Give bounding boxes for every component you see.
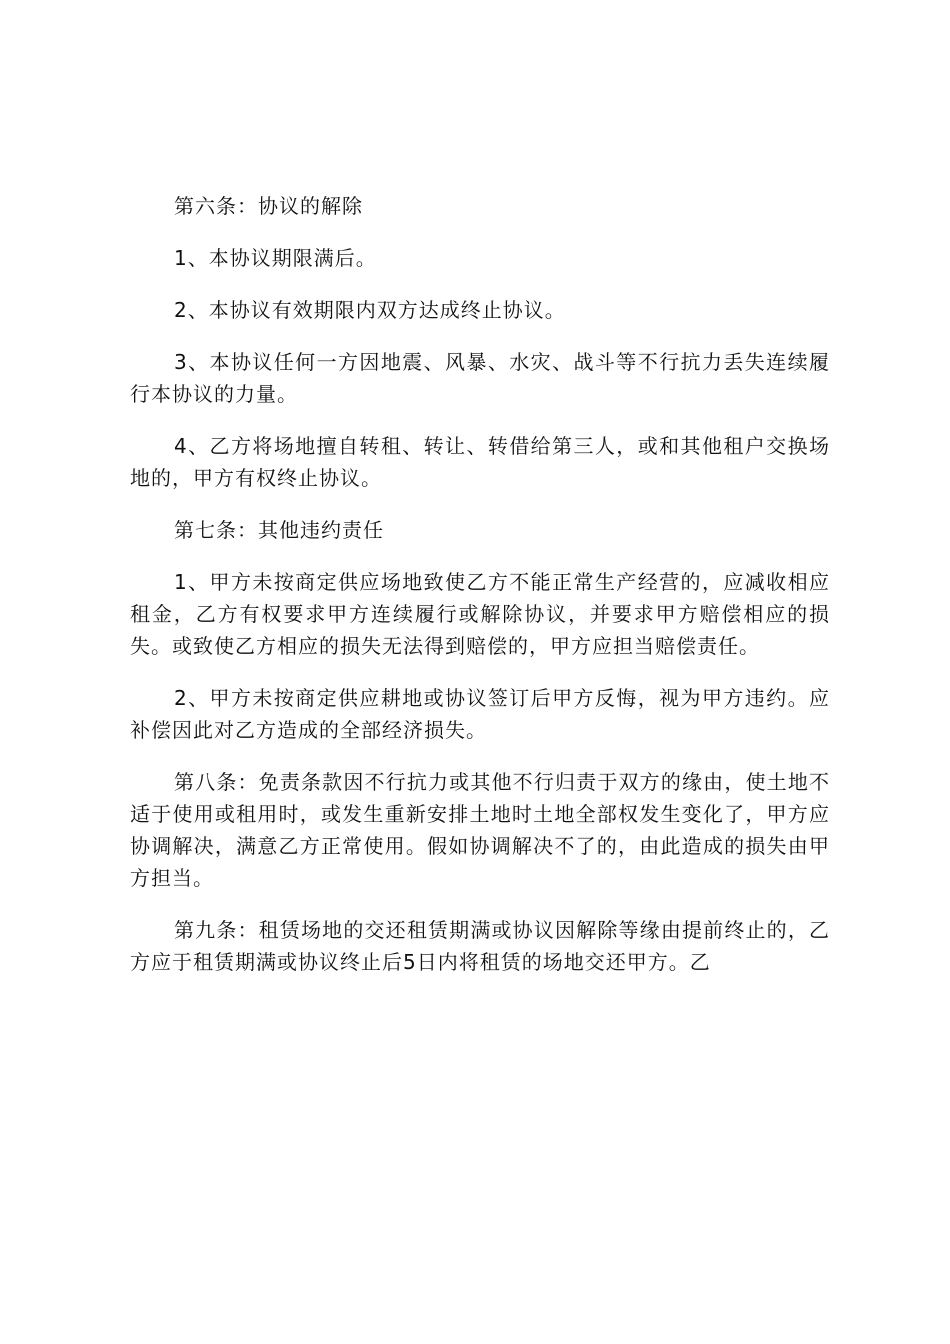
paragraph-article-9: 第九条：租赁场地的交还租赁期满或协议因解除等缘由提前终止的，乙方应于租赁期满或协议终止后5日内将租赁的场地交还甲方。乙 xyxy=(130,918,830,974)
document-body xyxy=(130,190,830,998)
paragraph-6-3: 3、本协议任何一方因地震、风暴、水灾、战斗等不行抗力丢失连续履行本协议的力量。 xyxy=(130,350,830,406)
paragraph-6-2: 2、本协议有效期限内双方达成终止协议。 xyxy=(174,298,566,322)
paragraph-article-8: 第八条：免责条款因不行抗力或其他不行归责于双方的缘由，使土地不适于使用或租用时，或发生重新安排土地时土地全部权发生变化了，甲方应协调解决，满意乙方正常使用。假如协调解决不了的，由此造成的损失由甲方担当。 xyxy=(130,770,830,890)
paragraph-6-1: 1、本协议期限满后。 xyxy=(174,246,377,270)
heading-article-7: 第七条：其他违约责任 xyxy=(174,518,384,542)
paragraph-6-4: 4、乙方将场地擅自转租、转让、转借给第三人，或和其他租户交换场地的，甲方有权终止协议。 xyxy=(130,434,830,490)
heading-article-6: 第六条：协议的解除 xyxy=(174,194,363,218)
paragraph-7-1: 1、甲方未按商定供应场地致使乙方不能正常生产经营的，应减收相应租金，乙方有权要求甲方连续履行或解除协议，并要求甲方赔偿相应的损失。或致使乙方相应的损失无法得到赔偿的，甲方应担当赔偿责任。 xyxy=(130,570,830,658)
paragraph-7-2: 2、甲方未按商定供应耕地或协议签订后甲方反悔，视为甲方违约。应补偿因此对乙方造成的全部经济损失。 xyxy=(130,686,830,742)
